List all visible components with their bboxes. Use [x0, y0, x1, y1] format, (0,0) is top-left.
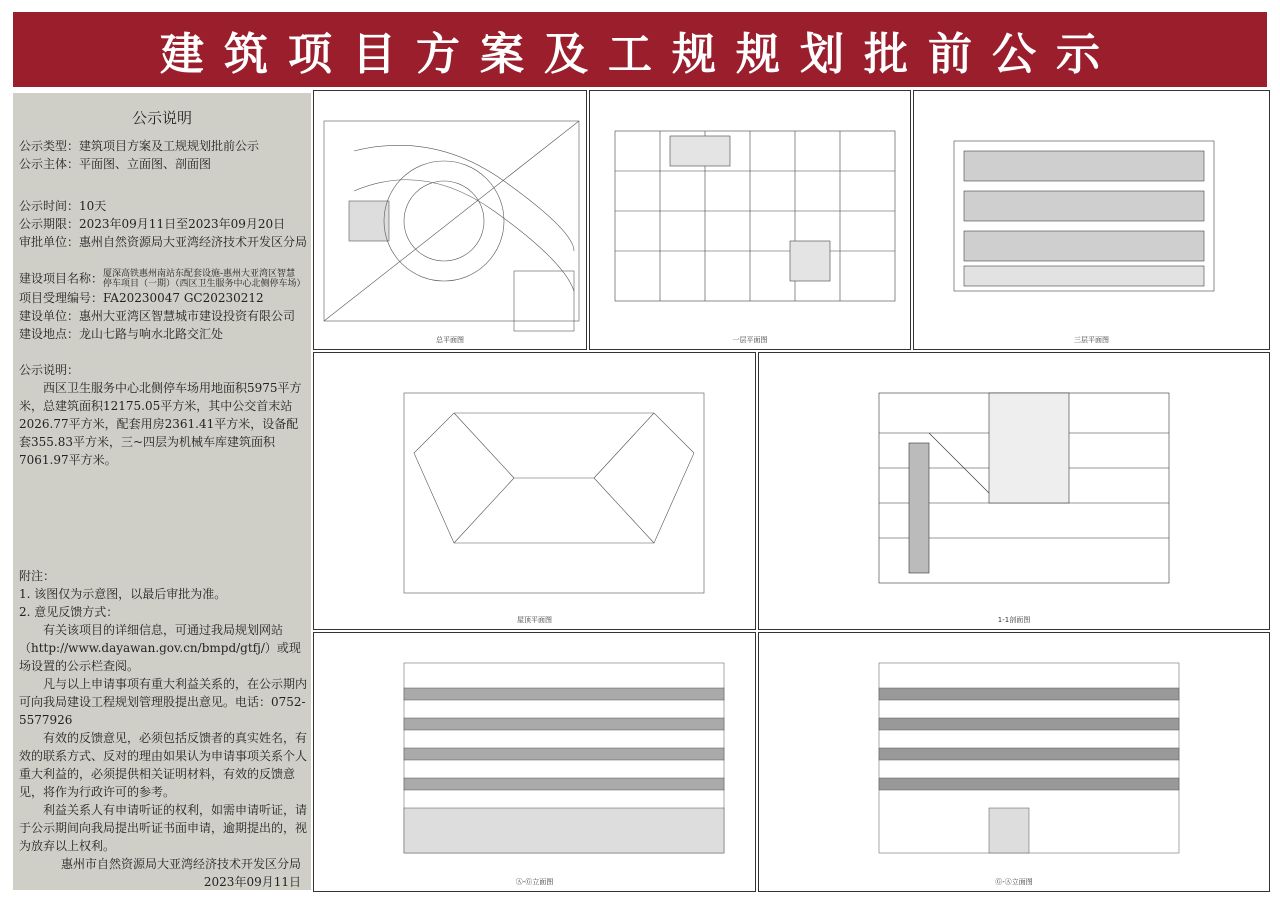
- notice-subject: 公示主体：平面图、立面图、剖面图: [19, 157, 212, 171]
- elevation-b-caption: Ⓖ-Ⓐ立面图: [995, 878, 1033, 886]
- floor-1-caption: 一层平面图: [732, 336, 768, 344]
- floor-3-svg: [914, 91, 1269, 349]
- roof-plan-caption: 屋顶平面图: [517, 616, 552, 624]
- site-plan-svg: [314, 91, 586, 349]
- section-caption: 1-1剖面图: [997, 616, 1031, 624]
- notice-period: 公示期限：2023年09月11日至2023年09月20日: [19, 217, 286, 231]
- note-label: 附注：: [19, 569, 56, 583]
- project-name-label: 建设项目名称：: [19, 271, 104, 286]
- site-plan-caption: 总平面图: [436, 336, 464, 344]
- signature-date: 2023年09月11日: [203, 875, 301, 889]
- note-1: 1. 该图仅为示意图，以最后审批为准。: [19, 587, 227, 601]
- notice-timing: [19, 197, 309, 251]
- notice-approver: 审批单位：惠州自然资源局大亚湾经济技术开发区分局: [19, 235, 308, 249]
- floor-3-drawing: [913, 90, 1270, 350]
- section-svg: [759, 353, 1269, 629]
- elevation-b-drawing: [758, 632, 1270, 892]
- site-plan-drawing: [313, 90, 587, 350]
- note-2: 2. 意见反馈方式：: [19, 605, 119, 619]
- floor-3-caption: 三层平面图: [1074, 336, 1109, 344]
- roof-plan-svg: [314, 353, 755, 629]
- page-title: 建筑项目方案及工规规划批前公示: [160, 28, 1120, 80]
- feedback-paragraph-3: 有效的反馈意见，必须包括反馈者的真实姓名，有效的联系方式、反对的理由如果认为申请事项关系个人重大利益的，必须提供相关证明材料，有效的反馈意见，将作为行政许可的参考。: [19, 731, 308, 799]
- roof-plan-drawing: [313, 352, 756, 630]
- elevation-a-drawing: [313, 632, 756, 892]
- signature-org: 惠州市自然资源局大亚湾经济技术开发区分局: [60, 857, 301, 871]
- section-drawing: [758, 352, 1270, 630]
- feedback-paragraph-2: 凡与以上申请事项有重大利益关系的，在公示期内可向我局建设工程规划管理股提出意见。电话：0752-5577926: [19, 677, 308, 727]
- description: [19, 361, 309, 469]
- description-text: 西区卫生服务中心北侧停车场用地面积5975平方米，总建筑面积12175.05平方米，其中公交首末站2026.77平方米，配套用房2361.41平方米，设备配套355.83平方米，三~四层为机械车库建筑面积7061.97平方米。: [19, 381, 302, 467]
- notice-type: 公示类型：建筑项目方案及工规规划批前公示: [19, 139, 260, 153]
- project-name-row: [19, 269, 309, 289]
- sidebar-heading: 公示说明: [131, 109, 192, 127]
- notice-meta: [19, 137, 309, 173]
- project-name: 厦深高铁惠州南站东配套设施-惠州大亚湾区智慧停车项目（一期）（西区卫生服务中心北侧停车场）: [103, 269, 306, 289]
- notice-time: 公示时间：10天: [19, 199, 107, 213]
- elevation-a-caption: Ⓐ-Ⓖ立面图: [515, 878, 554, 886]
- page-banner: [13, 12, 1267, 87]
- project-info: [19, 269, 309, 343]
- description-label: 公示说明：: [19, 363, 80, 377]
- floor-1-drawing: [589, 90, 911, 350]
- location: 建设地点：龙山七路与响水北路交汇处: [19, 327, 224, 341]
- notes: [19, 567, 309, 891]
- elevation-b-svg: [759, 633, 1269, 891]
- floor-1-svg: [590, 91, 910, 349]
- notice-sidebar: [13, 93, 311, 890]
- feedback-paragraph-1: 有关该项目的详细信息，可通过我局规划网站（http://www.dayawan.gov.cn/bmpd/gtfj/）或现场设置的公示栏查阅。: [19, 623, 301, 673]
- builder: 建设单位：惠州大亚湾区智慧城市建设投资有限公司: [19, 309, 296, 323]
- case-number: 项目受理编号：FA20230047 GC20230212: [19, 291, 264, 305]
- elevation-a-svg: [314, 633, 755, 891]
- feedback-paragraph-4: 利益关系人有申请听证的权利，如需申请听证，请于公示期间向我局提出听证书面申请，逾期提出的，视为放弃以上权利。: [19, 803, 308, 853]
